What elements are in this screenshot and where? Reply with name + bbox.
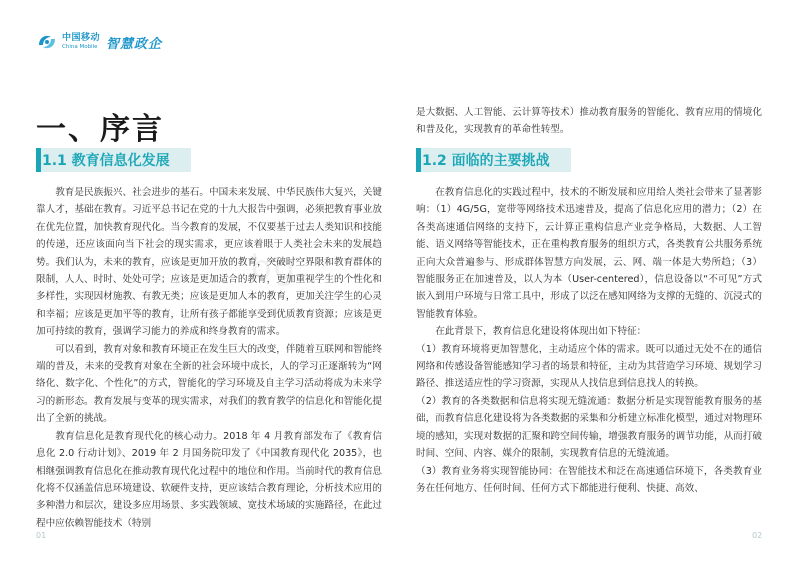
- china-mobile-logo-icon: [36, 31, 58, 53]
- paragraph: 教育是民族振兴、社会进步的基石。中国未来发展、中华民族伟大复兴，关键靠人才，基础在教育。习近平总书记在党的十九大报告中强调，必须把教育事业放在优先位置，加快教育现代化。当今教育的发展，不仅要基于过去人类知识和技能的传递，还应该面向当下社会的现实需求，更应该着眼于人类社会未来的发展趋势。我们认为，未来的教育，应该是更加开放的教育，突破时空界限和教育群体的限制，人人、时时、处处可学；应该是更加适合的教育，更加重视学生的个性化和多样性，实现因材施教、有教无类；应该是更加人本的教育，更加关注学生的心灵和幸福；应该是更加平等的教育，让所有孩子都能享受到优质教育资源；应该是更加可持续的教育，强调学习能力的养成和终身教育的需求。: [36, 187, 382, 338]
- paragraph: 是大数据、人工智能、云计算等技术）推动教育服务的智能化、教育应用的情境化和普及化，实现教育的革命性转型。: [416, 107, 762, 136]
- page-number-right: 02: [752, 531, 763, 540]
- paragraph: 可以看到，教育对象和教育环境正在发生巨大的改变，伴随着互联网和智能终端的普及，未来的受教育对象在全新的社会环境中成长，人的学习正逐渐转为“网络化、数字化、个性化”的方式，智能化的学习环境及自主学习活动将成为未来学习的新形态。教育发展与变革的现实需求，对我们的教育教学的信息化和智能化提出了全新的挑战。: [36, 343, 382, 425]
- section-heading-1-2: [416, 148, 550, 172]
- list-item: （3）教育业务将实现智能协同：在智能技术和泛在高速通信环境下，各类教育业务在任何地方、任何时间、任何方式下都能进行便利、快捷、高效、: [416, 465, 762, 494]
- list-item: （2）教育的各类数据和信息将实现无缝流通：数据分析是实现智能教育服务的基础，而教育信息化建设将为各类数据的采集和分析建立标准化模型，通过对物理环境的感知，实现对数据的汇聚和跨空间传输，增强教育服务的调节功能，从而打破时间、空间、内容、媒介的限制，实现教育信息的无缝流通。: [416, 395, 762, 460]
- slogan: 智慧政企: [106, 36, 163, 52]
- section-heading-1-1: [36, 148, 170, 172]
- brand-name-cn: 中国移动: [62, 32, 101, 43]
- list-item: （1）教育环境将更加智慧化，主动适应个体的需求。既可以通过无处不在的通信网络和传感设备智能感知学习者的场景和特征，主动为其营造学习环境、规划学习路径、推送适应性的学习资源，实现从人找信息到信息找人的转换。: [416, 343, 762, 390]
- section-title: 1.2 面临的主要挑战: [422, 153, 550, 169]
- paragraph: 教育信息化是教育现代化的核心动力。2018 年 4 月教育部发布了《教育信息化 2.0 行动计划》、2019 年 2 月国务院印发了《中国教育现代化 2035》，也相继强调教育信息化在推动教育现代化过程中的地位和作用。当前时代的教育信息化将不仅涵盖信息环境建设、软硬件支持，更应该结合教育理论，分析技术应用的多种潜力和层次，建设多应用场景、多实践领域、宽技术场域的实施路径，在此过程中应依赖智能技术（特别: [36, 430, 382, 529]
- watermark: bg: [250, 248, 298, 288]
- brand-name-en: China Mobile: [62, 43, 98, 50]
- section-title: 1.1 教育信息化发展: [42, 153, 170, 169]
- paragraph: 在此背景下，教育信息化建设将体现出如下特征：: [435, 326, 647, 338]
- brand: [62, 34, 100, 51]
- page-number-left: 01: [36, 531, 47, 540]
- header: [36, 30, 162, 54]
- right-continued: [416, 104, 762, 139]
- left-body: [36, 184, 382, 532]
- paragraph: 在教育信息化的实践过程中，技术的不断发展和应用给人类社会带来了显著影响：（1）4G/5G，宽带等网络技术迅速普及，提高了信息化应用的潜力；（2）在各类高速通信网络的支持下，云计算正重构信息产业竞争格局，大数据、人工智能、语义网络等智能技术，正在重构教育服务的组织方式，各类教育公共服务系统正向大众普遍参与、形成群体智慧方向发展，云、网、端一体是大势所趋；（3）智能服务正在加速普及，以人为本（User-centered），信息设备以“不可见”方式嵌入到用户环境与日常工具中，形成了以泛在感知网络为支撑的无缝的、沉浸式的智能教育体验。: [416, 187, 762, 320]
- right-body: [416, 184, 762, 497]
- chapter-title: 一、序言: [36, 112, 164, 147]
